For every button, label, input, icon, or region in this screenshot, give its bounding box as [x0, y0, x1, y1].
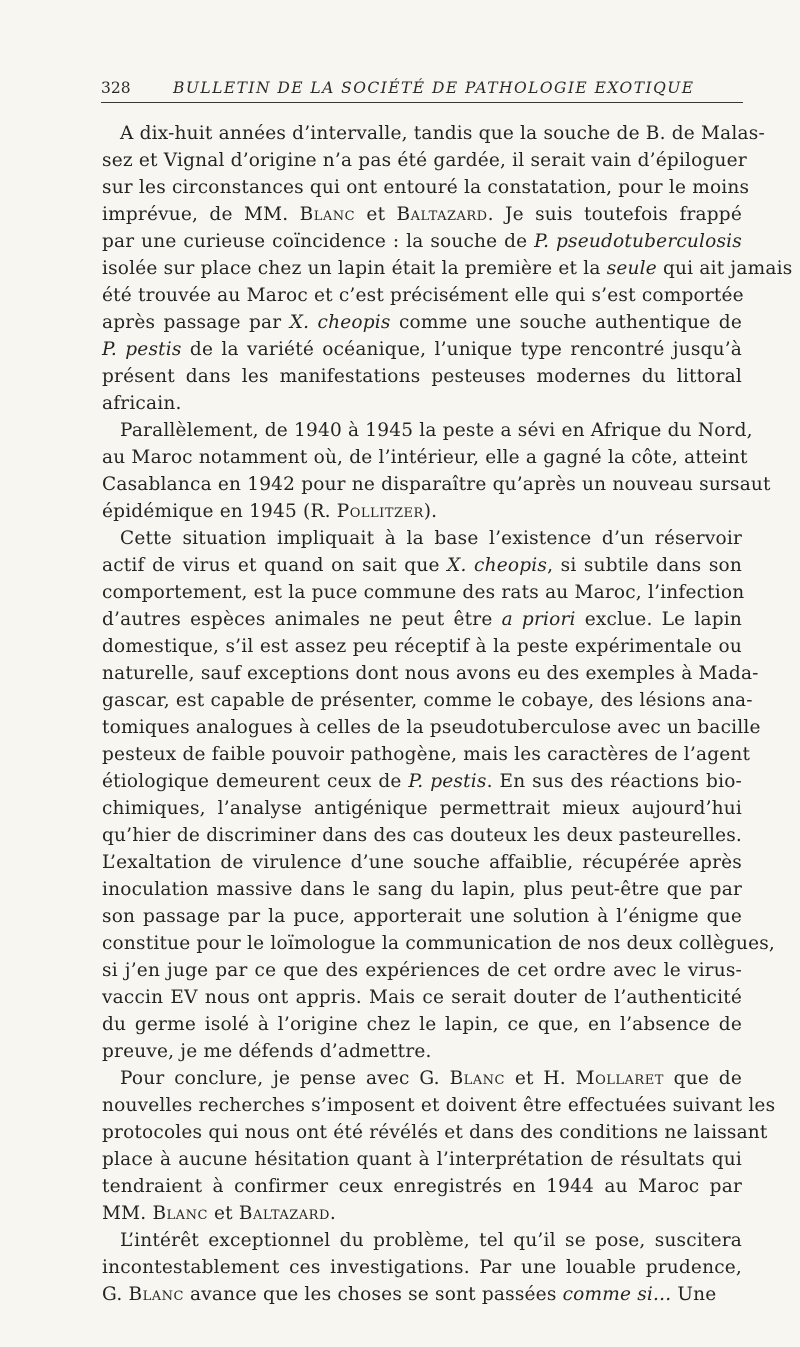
text-run: imprévue, de MM. — [102, 204, 300, 225]
text-line — [102, 1119, 768, 1146]
text-line — [102, 1038, 742, 1065]
text-run: étiologique demeurent ceux de — [102, 771, 409, 792]
text-run: et H. — [505, 1068, 576, 1089]
text-run: vaccin EV nous ont appris. Mais ce serait douter de l’authenticité — [102, 987, 742, 1008]
text-run: chimiques, l’analyse antigénique permettrait mieux aujourd’hui — [102, 798, 742, 819]
text-run: inoculation massive dans le sang du lapin, plus peut-être que par — [102, 879, 742, 900]
text-line — [102, 606, 742, 633]
italic-text: seule — [606, 258, 657, 279]
text-run: protocoles qui nous ont été révélés et dans des conditions ne laissant — [102, 1122, 768, 1143]
running-title: BULLETIN DE LA SOCIÉTÉ DE PATHOLOGIE EXOTIQUE — [173, 79, 695, 97]
author-name: Blanc — [152, 1203, 208, 1224]
text-line — [102, 552, 742, 579]
text-line — [102, 822, 742, 849]
text-run: africain. — [102, 393, 182, 414]
text-run: présent dans les manifestations pesteuses modernes du littoral — [102, 366, 742, 387]
text-line — [102, 1227, 742, 1254]
author-name: Blanc — [449, 1068, 506, 1089]
text-run: isolée sur place chez un lapin était la première et la — [102, 258, 607, 279]
author-name: Baltazard — [238, 1203, 330, 1224]
text-run: constitue pour le loïmologue la communication de nos deux collègues, — [102, 933, 776, 954]
text-line — [102, 201, 742, 228]
text-line — [102, 336, 742, 363]
text-line — [102, 633, 742, 660]
text-run: Casablanca en 1942 pour ne disparaître qu’après un nouveau sursaut — [102, 474, 771, 495]
text-run: ). — [423, 501, 438, 522]
text-run: L’intérêt exceptionnel du problème, tel qu’il se pose, suscitera — [120, 1230, 742, 1251]
text-run: Une — [671, 1284, 717, 1305]
text-run: que de — [663, 1068, 742, 1089]
text-line — [102, 1092, 776, 1119]
text-line — [102, 849, 742, 876]
italic-text: a priori — [501, 609, 576, 630]
text-run: actif de virus et quand on sait que — [102, 555, 448, 576]
text-run: avance que les choses se sont passées — [183, 1284, 563, 1305]
text-run: Cette situation impliquait à la base l’existence d’un réservoir — [120, 528, 742, 549]
text-line — [102, 498, 742, 525]
author-name: Blanc — [299, 204, 356, 225]
text-run: son passage par la puce, apporterait une solution à l’énigme que — [102, 906, 742, 927]
text-line — [102, 1011, 742, 1038]
text-run: . — [329, 1203, 336, 1224]
text-run: de la variété océanique, l’unique type rencontré jusqu’à — [181, 339, 743, 360]
italic-text: X. cheopis — [289, 312, 391, 333]
text-run: domestique, s’il est assez peu réceptif à la peste expérimentale ou — [102, 636, 742, 657]
paragraph — [102, 1065, 776, 1227]
page-header — [101, 74, 743, 103]
text-run: preuve, je me défends d’admettre. — [102, 1041, 432, 1062]
text-run: pesteux de faible pouvoir pathogène, mais les caractères de l’agent — [102, 744, 751, 765]
italic-text: comme si... — [562, 1284, 672, 1305]
italic-text: P. pestis — [408, 771, 487, 792]
text-line — [102, 984, 742, 1011]
text-run: tomiques analogues à celles de la pseudotuberculose avec un bacille — [102, 717, 761, 738]
text-line — [102, 741, 751, 768]
text-run: place à aucune hésitation quant à l’interprétation de résultats qui — [102, 1149, 742, 1170]
text-line — [102, 1065, 742, 1092]
text-line — [102, 1173, 742, 1200]
text-line — [102, 876, 742, 903]
text-run: si j’en juge par ce que des expériences de cet ordre avec le virus- — [102, 960, 742, 981]
text-line — [102, 471, 771, 498]
text-line — [102, 579, 745, 606]
text-line — [102, 795, 742, 822]
text-run: incontestablement ces investigations. Par une louable prudence, — [102, 1257, 742, 1278]
text-line — [102, 957, 742, 984]
text-line — [102, 120, 765, 147]
text-run: qu’hier de discriminer dans des cas douteux les deux pasteurelles. — [102, 825, 742, 846]
text-line — [102, 255, 793, 282]
author-name: Baltazard — [396, 204, 488, 225]
author-name: Blanc — [128, 1284, 184, 1305]
text-line — [102, 930, 776, 957]
text-run: comme une souche authentique de — [390, 312, 743, 333]
text-line — [102, 174, 750, 201]
text-line — [102, 282, 742, 309]
text-run: épidémique en 1945 (R. — [102, 501, 337, 522]
text-run: par une curieuse coïncidence : la souche de — [102, 231, 535, 252]
text-run: comportement, est la puce commune des rats au Maroc, l’infection — [102, 582, 745, 603]
text-run: A dix-huit années d’intervalle, tandis que la souche de B. de Malas- — [120, 123, 765, 144]
author-name: Mollaret — [575, 1068, 664, 1089]
text-run: Pour conclure, je pense avec G. — [120, 1068, 450, 1089]
text-line — [102, 147, 747, 174]
italic-text: P. pestis — [102, 339, 182, 360]
text-run: après passage par — [102, 312, 290, 333]
paragraph — [102, 1227, 742, 1308]
text-run: . Je suis toutefois frappé — [487, 204, 742, 225]
paragraph — [102, 525, 776, 1065]
text-line — [102, 768, 742, 795]
text-run: MM. — [102, 1203, 153, 1224]
text-run: , si subtile dans son — [547, 555, 743, 576]
text-line — [102, 714, 761, 741]
text-run: d’autres espèces animales ne peut être — [102, 609, 502, 630]
text-run: sez et Vignal d’origine n’a pas été gardée, il serait vain d’épiloguer — [102, 150, 747, 171]
author-name: Pollitzer — [336, 501, 424, 522]
text-run: Parallèlement, de 1940 à 1945 la peste a sévi en Afrique du Nord, — [120, 420, 753, 441]
paragraph — [102, 120, 793, 417]
text-line — [102, 309, 742, 336]
italic-text: P. pseudotuberculosis — [534, 231, 742, 252]
text-run: . En sus des réactions bio- — [486, 771, 742, 792]
text-line — [102, 660, 759, 687]
text-run: G. — [102, 1284, 129, 1305]
text-run: gascar, est capable de présenter, comme le cobaye, des lésions ana- — [102, 690, 753, 711]
text-line — [102, 687, 753, 714]
text-run: au Maroc notamment où, de l’intérieur, elle a gagné la côte, atteint — [102, 447, 748, 468]
text-run: été trouvée au Maroc et c’est précisément elle qui s’est comportée — [102, 285, 744, 306]
text-run: exclue. Le lapin — [575, 609, 742, 630]
text-run: sur les circonstances qui ont entouré la constatation, pour le moins — [102, 177, 750, 198]
text-line — [102, 444, 748, 471]
text-run: naturelle, sauf exceptions dont nous avons eu des exemples à Mada- — [102, 663, 759, 684]
italic-text: X. cheopis — [447, 555, 548, 576]
text-run: et — [355, 204, 397, 225]
text-run: et — [207, 1203, 239, 1224]
text-line — [102, 1146, 742, 1173]
text-line — [102, 390, 742, 417]
text-line — [102, 525, 742, 552]
paragraph — [102, 417, 771, 525]
text-run: L’exaltation de virulence d’une souche affaiblie, récupérée après — [102, 852, 742, 873]
text-line — [102, 903, 742, 930]
text-line — [102, 1200, 742, 1227]
text-run: nouvelles recherches s’imposent et doivent être effectuées suivant les — [102, 1095, 776, 1116]
text-line — [102, 228, 742, 255]
text-run: du germe isolé à l’origine chez le lapin, ce que, en l’absence de — [102, 1014, 742, 1035]
body-text — [102, 120, 793, 1308]
text-line — [102, 363, 742, 390]
page-number: 328 — [101, 79, 131, 97]
text-run: tendraient à confirmer ceux enregistrés en 1944 au Maroc par — [102, 1176, 742, 1197]
text-line — [102, 1281, 742, 1308]
text-run: qui ait jamais — [656, 258, 793, 279]
text-line — [102, 417, 753, 444]
text-line — [102, 1254, 742, 1281]
